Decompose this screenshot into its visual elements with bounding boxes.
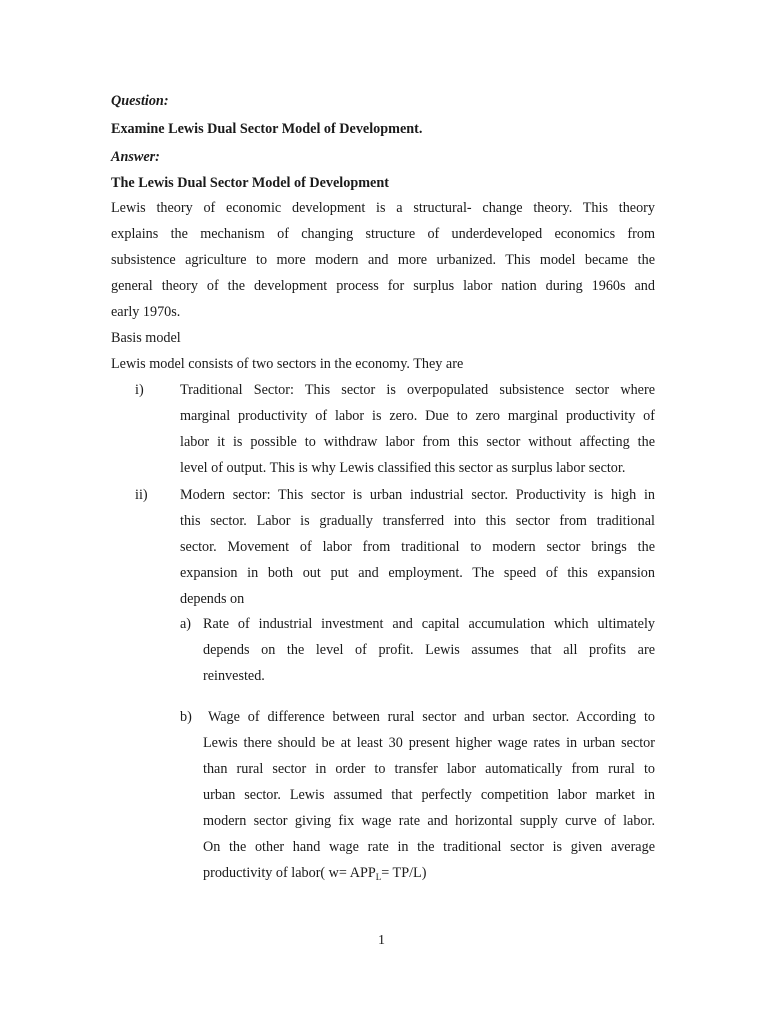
list-marker-a: a)	[180, 616, 192, 632]
list-item-line: modern sector giving fix wage rate and horizontal supply curve of labor.	[203, 813, 655, 829]
list-item-line: Rate of industrial investment and capital accumulation which ultimately	[203, 616, 655, 632]
intro-line: early 1970s.	[111, 304, 181, 320]
formula-prefix: productivity of labor( w= APP	[203, 865, 376, 881]
list-item-line: labor it is possible to withdraw labor from this sector without affecting the	[180, 434, 655, 450]
formula-suffix: = TP/L)	[381, 865, 427, 881]
formula-subscript: L	[375, 872, 382, 882]
question-text: Examine Lewis Dual Sector Model of Development.	[111, 121, 423, 137]
list-item-line: Traditional Sector: This sector is overpopulated subsistence sector where	[180, 382, 655, 398]
list-item-line: depends on	[180, 591, 245, 607]
list-marker-i: i)	[135, 382, 144, 398]
list-item-line: reinvested.	[203, 668, 265, 684]
list-item-line: urban sector. Lewis assumed that perfectly competition labor market in	[203, 787, 655, 803]
list-item-line: On the other hand wage rate in the traditional sector is given average	[203, 839, 655, 855]
list-marker-ii: ii)	[135, 487, 148, 503]
list-item-line: Lewis there should be at least 30 present higher wage rates in urban sector	[203, 735, 655, 751]
list-item-line: Modern sector: This sector is urban industrial sector. Productivity is high in	[180, 487, 655, 503]
list-item-line: level of output. This is why Lewis classified this sector as surplus labor sector.	[180, 460, 626, 476]
list-item-line: Wage of difference between rural sector and urban sector. According to	[208, 709, 655, 725]
list-item-line: marginal productivity of labor is zero. Due to zero marginal productivity of	[180, 408, 655, 424]
intro-line: subsistence agriculture to more modern and more urbanized. This model became the	[111, 252, 655, 268]
page-number: 1	[378, 933, 385, 948]
basis-heading: Basis model	[111, 330, 181, 346]
intro-line: Lewis theory of economic development is a structural- change theory. This theory	[111, 200, 655, 216]
intro-line: explains the mechanism of changing structure of underdeveloped economics from	[111, 226, 655, 242]
list-marker-b: b)	[180, 709, 192, 725]
formula-line	[203, 864, 426, 886]
question-label: Question:	[111, 93, 169, 109]
list-item-line: than rural sector in order to transfer labor automatically from rural to	[203, 761, 655, 777]
sectors-intro: Lewis model consists of two sectors in the economy. They are	[111, 356, 464, 372]
list-item-line: expansion in both out put and employment. The speed of this expansion	[180, 565, 655, 581]
section-title: The Lewis Dual Sector Model of Development	[111, 175, 389, 191]
intro-line: general theory of the development process for surplus labor nation during 1960s and	[111, 278, 655, 294]
list-item-line: depends on the level of profit. Lewis assumes that all profits are	[203, 642, 655, 658]
answer-label: Answer:	[111, 149, 160, 165]
list-item-line: sector. Movement of labor from traditional to modern sector brings the	[180, 539, 655, 555]
list-item-line: this sector. Labor is gradually transferred into this sector from traditional	[180, 513, 655, 529]
